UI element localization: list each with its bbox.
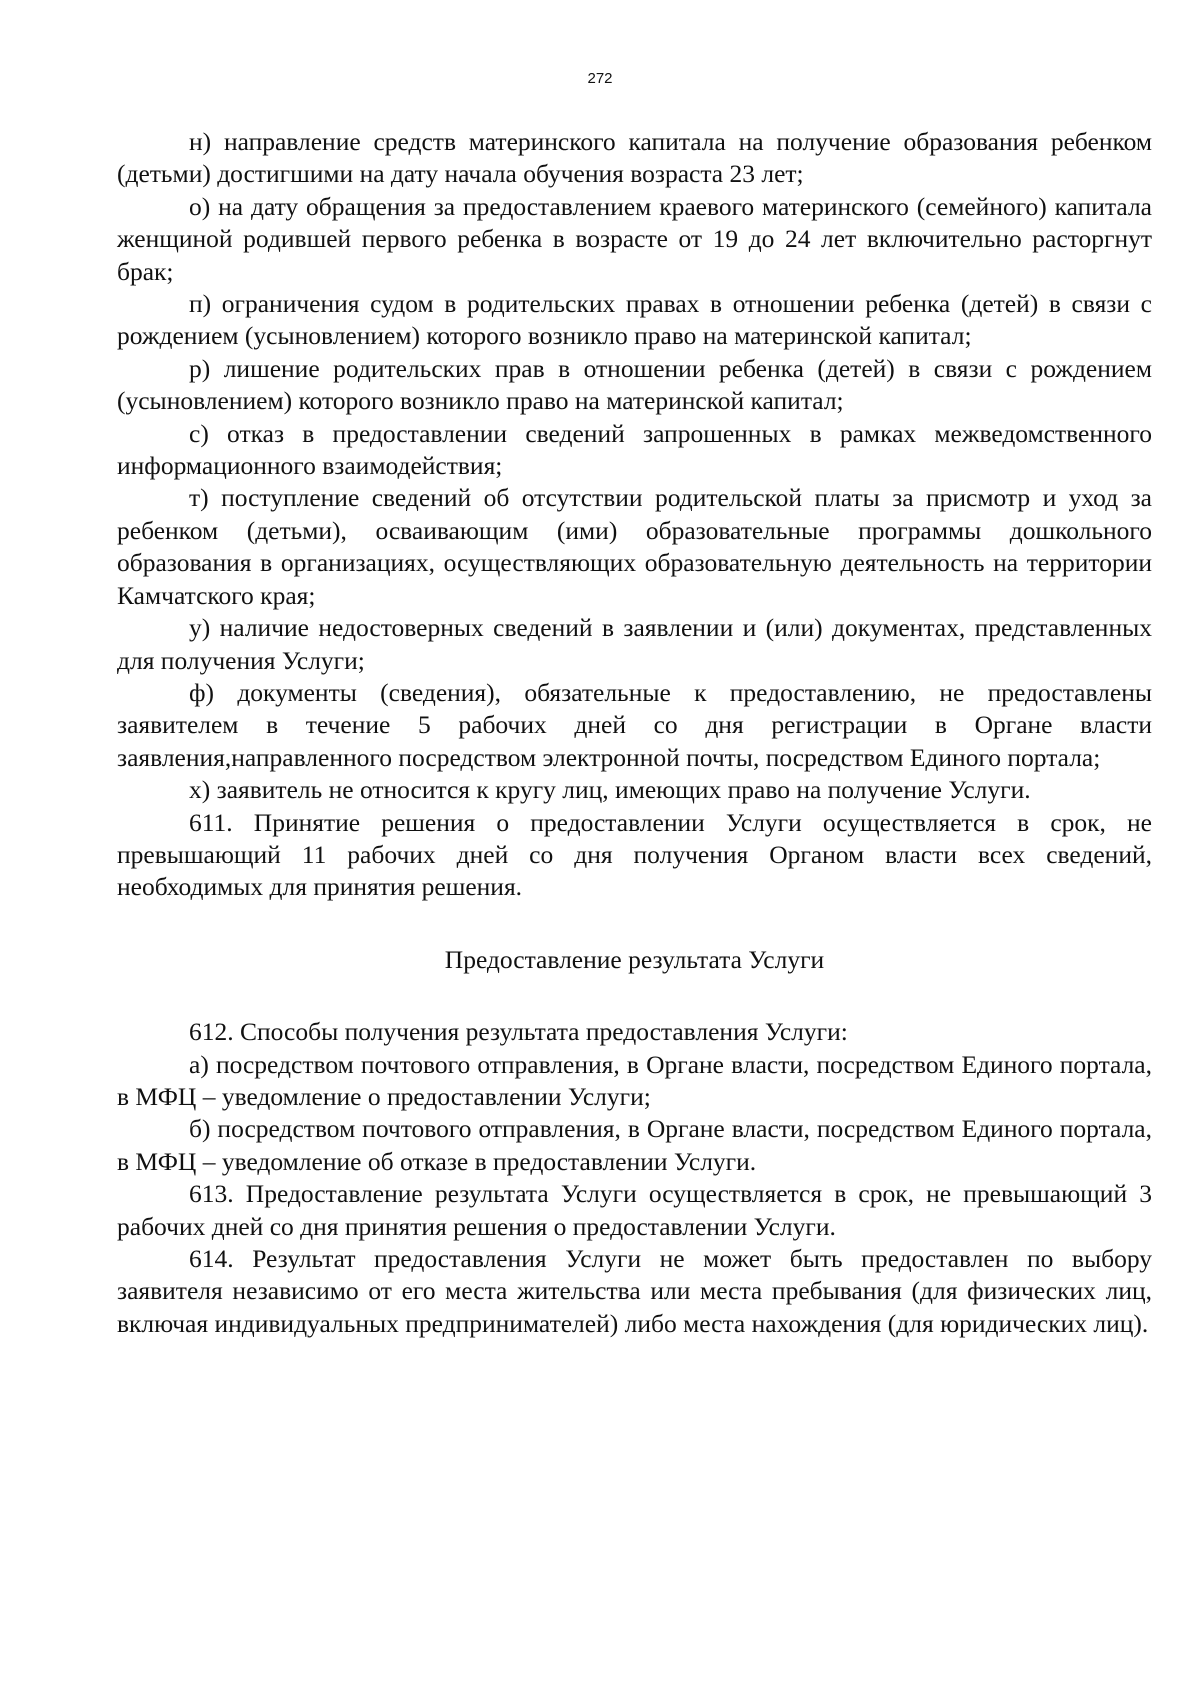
paragraph-613: 613. Предоставление результата Услуги осуществляется в срок, не превышающий 3 рабочих дней со дня принятия решения о предоставлении Услуги. (117, 1179, 1152, 1241)
paragraph-612-b: б) посредством почтового отправления, в Органе власти, посредством Единого портала, в МФЦ – уведомление об отказе в предоставлении Услуги. (117, 1114, 1152, 1176)
paragraph-r: р) лишение родительских прав в отношении ребенка (детей) в связи с рождением (усыновлением) которого возникло право на материнской капитал; (117, 353, 1152, 416)
paragraph-f: ф) документы (сведения), обязательные к предоставлению, не предоставлены заявителем в течение 5 рабочих дней со дня регистрации в Органе власти заявления,направленного посредством электронной почты, посредством Единого портала; (117, 677, 1152, 772)
paragraph-o: о) на дату обращения за предоставлением краевого материнского (семейного) капитала женщиной родившей первого ребенка в возрасте от 19 до 24 лет включительно расторгнут брак; (117, 191, 1152, 286)
paragraph-u: у) наличие недостоверных сведений в заявлении и (или) документах, представленных для получения Услуги; (117, 613, 1152, 675)
paragraph-p: п) ограничения судом в родительских правах в отношении ребенка (детей) в связи с рождением (усыновлением) которого возникло право на материнской капитал; (117, 289, 1152, 351)
paragraph-612-a: а) посредством почтового отправления, в Органе власти, посредством Единого портала, в МФЦ – уведомление о предоставлении Услуги; (117, 1049, 1152, 1111)
paragraph-t: т) поступление сведений об отсутствии родительской платы за присмотр и уход за ребенком (детьми), осваивающим (ими) образовательные программы дошкольного образования в организациях, осуществляющих образовательную деятельность на территории Камчатского края; (117, 483, 1152, 610)
paragraph-614: 614. Результат предоставления Услуги не может быть предоставлен по выбору заявителя независимо от его места жительства или места пребывания (для физических лиц, включая индивидуальных предпринимателей) либо места нахождения (для юридических лиц). (117, 1244, 1152, 1338)
paragraph-612: 612. Способы получения результата предоставления Услуги: (189, 1017, 848, 1047)
paragraph-n: н) направление средств материнского капитала на получение образования ребенком (детьми) достигшими на дату начала обучения возраста 23 лет; (117, 127, 1152, 189)
paragraph-s: с) отказ в предоставлении сведений запрошенных в рамках межведомственного информационного взаимодействия; (117, 418, 1152, 481)
document-body (117, 126, 1152, 1340)
paragraph-h: х) заявитель не относится к кругу лиц, имеющих право на получение Услуги. (189, 775, 1031, 805)
paragraph-611: 611. Принятие решения о предоставлении Услуги осуществляется в срок, не превышающий 11 рабочих дней со дня получения Органом власти всех сведений, необходимых для принятия решения. (117, 807, 1152, 902)
page-number: 272 (587, 70, 613, 87)
section-heading: Предоставление результата Услуги (444, 944, 825, 974)
